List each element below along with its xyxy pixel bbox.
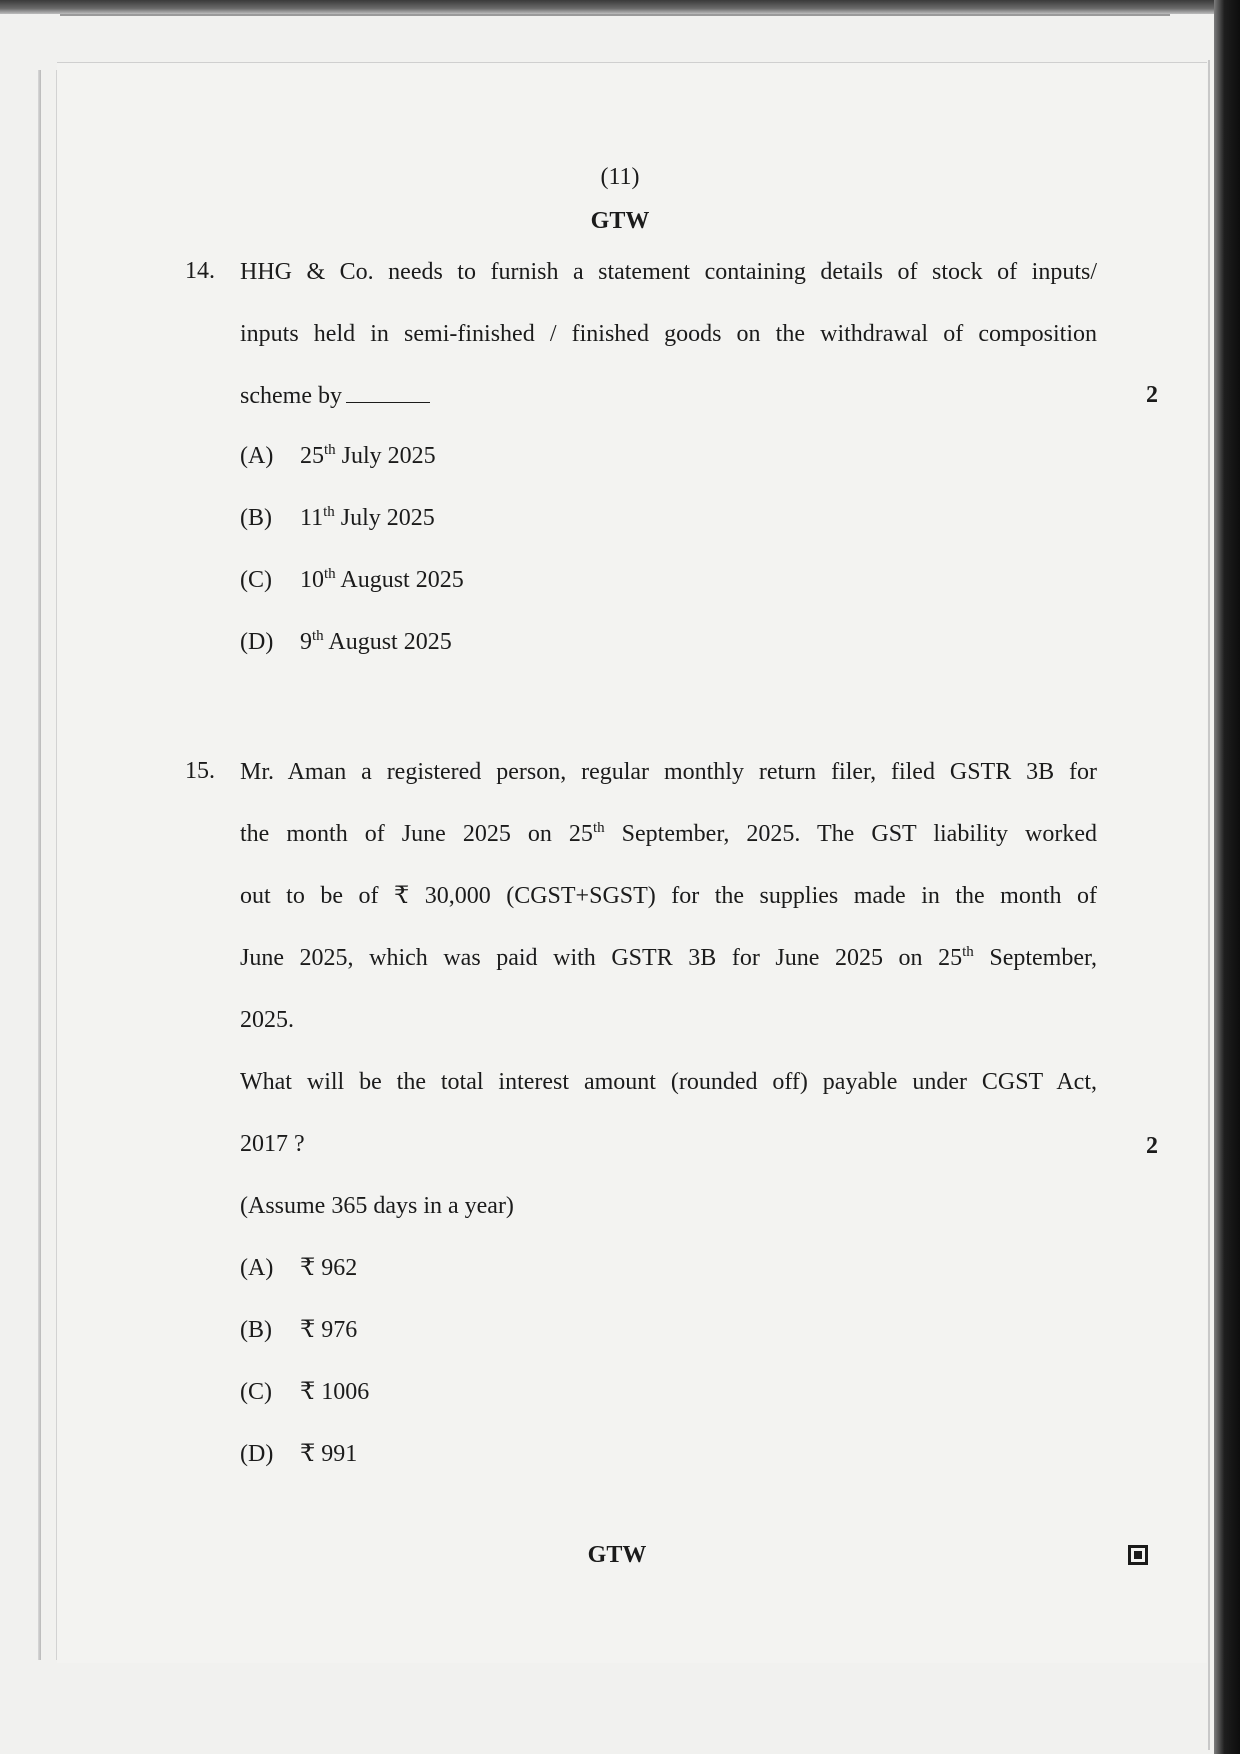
question-number: 14. <box>185 258 215 284</box>
option-day: 11 <box>300 505 324 531</box>
option-letter: (C) <box>240 567 272 593</box>
question-text-line: Mr. Aman a registered person, regular monthly return filer, filed GSTR 3B for <box>240 759 1097 785</box>
question-text: September, <box>989 945 1098 971</box>
question-text: September, 2025. The GST liability worked <box>621 821 1098 847</box>
footer-paper-code: GTW <box>587 1542 647 1568</box>
ordinal-suffix: th <box>324 566 336 582</box>
fill-in-blank <box>346 382 430 403</box>
option-letter: (C) <box>240 1379 272 1405</box>
question-text-line: What will be the total interest amount (rounded off) payable under CGST Act, <box>240 1069 1097 1095</box>
square-mark-icon <box>1128 1545 1148 1565</box>
option-d <box>240 1440 357 1468</box>
question-text-line <box>240 944 1097 972</box>
option-text: ₹ 991 <box>300 1441 358 1467</box>
question-text: June 2025, which was paid with GSTR 3B for June 2025 on 25 <box>240 945 963 971</box>
option-a <box>240 1254 357 1282</box>
option-b <box>240 1316 357 1344</box>
question-text-line: inputs held in semi-finished / finished goods on the withdrawal of composition <box>240 321 1097 347</box>
question-text-line: 2025. <box>240 1007 294 1033</box>
option-letter: (A) <box>240 443 274 469</box>
option-text: August 2025 <box>328 629 452 655</box>
question-number: 15. <box>185 758 215 784</box>
option-text: July 2025 <box>340 505 435 531</box>
ordinal-suffix: th <box>962 944 974 960</box>
option-day: 25 <box>300 443 324 469</box>
question-text-line: out to be of ₹ 30,000 (CGST+SGST) for the supplies made in the month of <box>240 883 1097 909</box>
option-text: July 2025 <box>341 443 436 469</box>
option-day: 10 <box>300 567 324 593</box>
header-paper-code: GTW <box>590 208 650 234</box>
scan-top-edge <box>60 14 1170 16</box>
option-letter: (D) <box>240 629 274 655</box>
option-letter: (B) <box>240 505 272 531</box>
option-c <box>240 566 464 594</box>
question-text: the month of June 2025 on 25 <box>240 821 593 847</box>
page-number: (11) <box>600 164 640 190</box>
option-text: ₹ 962 <box>300 1255 358 1281</box>
question-text-line: HHG & Co. needs to furnish a statement containing details of stock of inputs/ <box>240 259 1097 285</box>
ordinal-suffix: th <box>592 820 605 836</box>
option-text: ₹ 1006 <box>300 1379 370 1405</box>
question-14-marks: 2 <box>1146 382 1158 408</box>
question-text-line <box>240 820 1097 848</box>
scan-left-edge <box>38 70 41 1660</box>
scan-right-border <box>1214 0 1240 1754</box>
option-letter: (B) <box>240 1317 272 1343</box>
scan-right-edge <box>1208 60 1210 1750</box>
option-c <box>240 1378 369 1406</box>
page-sheet <box>57 62 1207 1663</box>
ordinal-suffix: th <box>324 442 336 458</box>
ordinal-suffix: th <box>323 504 335 520</box>
option-text: August 2025 <box>340 567 464 593</box>
question-text-line: (Assume 365 days in a year) <box>240 1193 514 1219</box>
question-text-line: 2017 ? <box>240 1131 305 1157</box>
question-text-line <box>240 382 1097 410</box>
option-b <box>240 504 435 532</box>
scan-top-border <box>0 0 1240 14</box>
scan-left-inner-edge <box>56 70 57 1660</box>
question-15-marks: 2 <box>1146 1133 1158 1159</box>
question-text: scheme by <box>240 383 342 409</box>
option-a <box>240 442 436 470</box>
option-letter: (D) <box>240 1441 274 1467</box>
ordinal-suffix: th <box>312 628 324 644</box>
option-day: 9 <box>300 629 312 655</box>
option-text: ₹ 976 <box>300 1317 358 1343</box>
option-letter: (A) <box>240 1255 274 1281</box>
option-d <box>240 628 452 656</box>
